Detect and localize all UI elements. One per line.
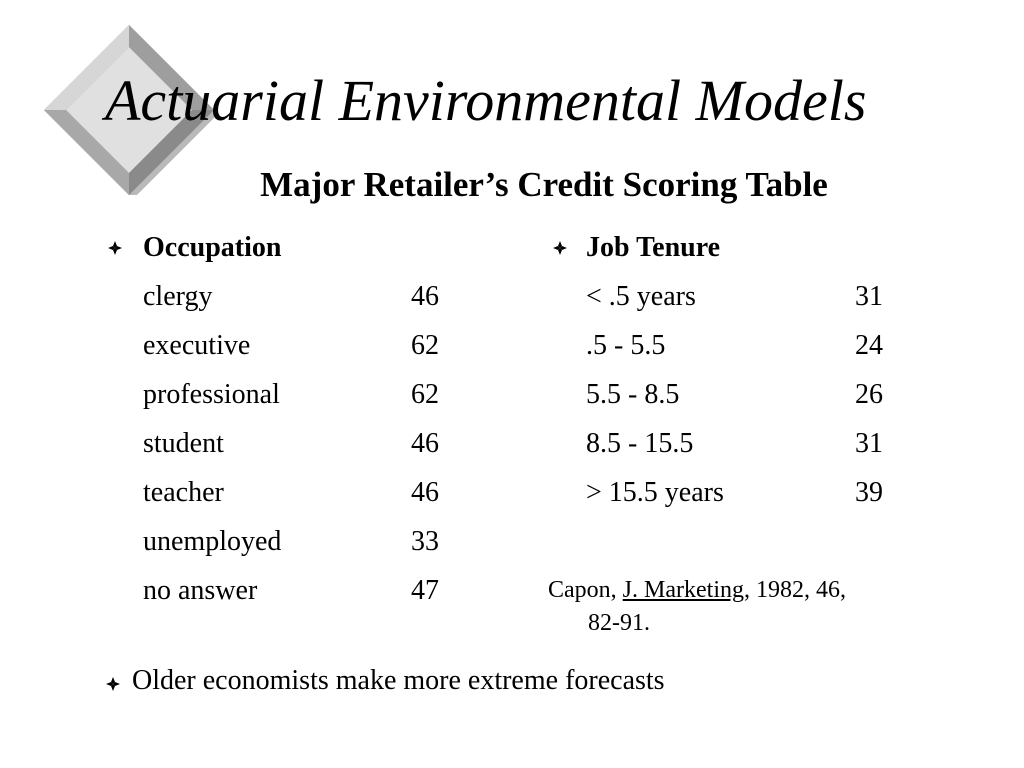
- row-value: 47: [411, 575, 439, 606]
- row-value: 31: [855, 428, 883, 459]
- citation-journal: J. Marketing: [622, 577, 744, 603]
- row-label: student: [143, 428, 224, 459]
- occupation-heading: Occupation: [143, 232, 282, 263]
- four-diamond-bullet-icon: [553, 241, 567, 255]
- row-label: .5 - 5.5: [586, 330, 666, 361]
- row-label: professional: [143, 379, 280, 410]
- row-label: teacher: [143, 477, 224, 508]
- row-label: no answer: [143, 575, 258, 606]
- row-value: 31: [855, 281, 883, 312]
- row-label: 5.5 - 8.5: [586, 379, 680, 410]
- row-value: 46: [411, 281, 439, 312]
- four-diamond-bullet-icon: [108, 241, 122, 255]
- slide-title: Actuarial Environmental Models: [105, 68, 867, 133]
- row-value: 39: [855, 477, 883, 508]
- row-label: executive: [143, 330, 251, 361]
- row-value: 33: [411, 526, 439, 557]
- row-label: < .5 years: [586, 281, 696, 312]
- row-value: 46: [411, 428, 439, 459]
- job-tenure-heading: Job Tenure: [586, 232, 721, 263]
- row-value: 62: [411, 379, 439, 410]
- citation-author: Capon,: [548, 577, 623, 603]
- slide-subtitle: Major Retailer’s Credit Scoring Table: [260, 165, 828, 204]
- row-value: 26: [855, 379, 883, 410]
- row-value: 62: [411, 330, 439, 361]
- row-label: clergy: [143, 281, 213, 312]
- four-diamond-bullet-icon: [106, 677, 120, 691]
- row-label: > 15.5 years: [586, 477, 724, 508]
- row-value: 24: [855, 330, 883, 361]
- citation: [548, 574, 968, 640]
- row-label: unemployed: [143, 526, 282, 557]
- row-label: 8.5 - 15.5: [586, 428, 694, 459]
- citation-pages: 82-91.: [588, 610, 650, 636]
- footer-bullet-text: Older economists make more extreme forecasts: [132, 665, 665, 696]
- row-value: 46: [411, 477, 439, 508]
- citation-details: , 1982, 46,: [743, 577, 846, 603]
